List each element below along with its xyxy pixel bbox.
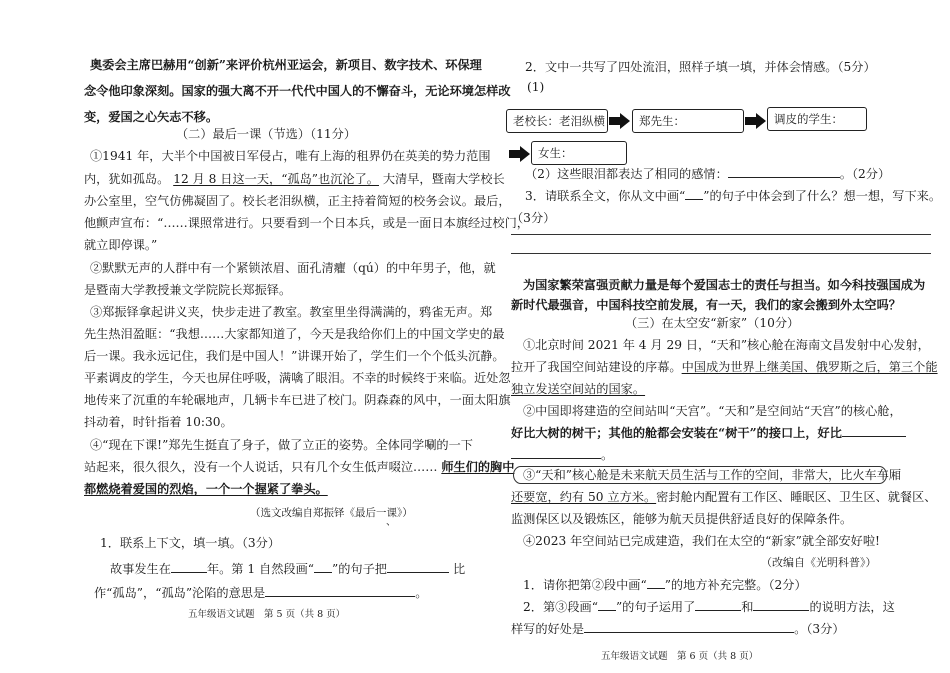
underlined-sentence-gudao: 12 月 8 日这一天，“孤岛”也沉沦了。 [173,172,379,186]
q1-text-d: 比 [452,562,466,576]
q1-fill-line-1 [110,556,465,582]
q2-blank-feeling[interactable] [728,165,840,178]
p1-line-4: 他颤声宣布：“……课照常进行。只要看到一个日本兵，或是一面日本旗经过校门， [84,216,529,230]
p1-line-5: 就立即停课。” [84,238,158,252]
rq2-text-c: 和 [741,600,754,614]
q1-text-e: 作“孤岛”，“孤岛”沦陷的意思是 [94,586,266,600]
answer-line-2[interactable] [511,253,931,254]
r3-line-2-tail: 密封舱内配置有工作区、睡眠区、卫生区、就餐区、 [656,490,937,504]
r1-line-1: ①北京时间 2021 年 4 月 29 日，“天和”核心舱在海南文昌发射中心发射， [523,338,930,352]
r2-blank-continue[interactable] [511,446,601,459]
rq1-mark [647,576,665,589]
rq2-mark [598,598,616,611]
p3-line-2: 先生热泪盈眶：“我想……大家都知道了，今天是我给你们上的中国文学史的最 [84,327,505,341]
p3-line-6: 抖动着，时针指着 10:30。 [84,415,233,429]
q1-blank-year[interactable] [171,560,207,573]
q2-sub-1: (1) [527,80,545,94]
section-title-2: （二）最后一课（节选）（11分） [176,127,357,141]
source-citation-left: （选文改编自郑振铎《最后一课》） [250,507,413,519]
rq1-text-a: 1．请你把第②段中画“ [523,578,647,592]
rq2-text-b: ”的句子运用了 [615,600,696,614]
intro-line-2: 念令他印象深刻。国家的强大离不开一代代中国人的不懈奋斗，无论环境怎样改 [84,84,511,98]
q2-sub-2-score: 。（2分） [839,167,891,181]
q1-text-b: 年。第 1 自然段画“ [206,562,314,576]
footer-left: 五年级语文试题 第 5 页（共 8 页） [188,609,346,620]
p2-line-1: ②默默无声的人群中有一个紧锁浓眉、面孔清癯（qú）的中年男子，他，就 [90,261,496,275]
p4-line-2-text: 站起来，很久很久，没有一个人说话，只有几个女生低声啜泣…… [84,460,438,474]
p3-line-3: 后一课。我永远记住，我们是中国人！”讲课开始了，学生们一个个低头沉静。 [84,349,505,363]
r2-line-2-text: 好比大树的树干；其他的舱都会安装在“树干”的接口上，好比 [511,426,842,440]
r1-line-2-text: 拉开了我国空间站建设的序幕。 [511,360,682,374]
q1-blank-meaning[interactable] [265,584,415,597]
q1-blank-object[interactable] [387,560,449,573]
r3-line-1: ③“天和”核心舱是未来航天员生活与工作的空间，非常大，比火车车厢 [523,468,902,482]
question-3 [525,183,941,209]
q3-score: （3分） [511,211,556,225]
r2-line-1: ②中国即将建造的空间站叫“天宫”。“天和”是空间站“天宫”的核心舱， [523,404,902,418]
q1-text-f: 。 [415,586,428,600]
q1-fill-line-2 [94,580,427,606]
underlined-sentence-third: 中国成为世界上继美国、俄罗斯之后，第三个能 [681,360,938,374]
p3-line-1: ③郑振铎拿起讲义夹，快步走进了教室。教室里坐得满满的，鸦雀无声。郑 [90,305,493,319]
p2-line-2: 是暨南大学教授兼文学院院长郑振铎。 [84,283,292,297]
box-mr-zheng-label: 郑先生： [639,114,685,128]
box-girl-students-label: 女生： [538,146,573,160]
r2-line-3-end: 。 [601,448,614,462]
q2-sub-2-text: （2）这些眼泪都表达了相同的感情： [525,167,728,181]
box-mr-zheng[interactable] [632,109,744,133]
p3-line-4: 平素调皮的学生，今天也屏住呼吸，满噙了眼泪。不幸的时候终于来临。近处忽 [84,371,511,385]
q3-text-b: ”的句子中体会到了什么？想一想，写下来。 [703,189,942,203]
p1-line-3: 办公室里，空气仿佛凝固了。校长老泪纵横，正主持着简短的校务会议。最后， [84,194,511,208]
intro2-line-2: 新时代最强音，中国科技空前发展，有一天，我们的家会搬到外太空吗？ [511,298,901,312]
q1-text-c: ”的句子把 [331,562,387,576]
r1-line-3: 独立发送空间站的国家。 [511,382,646,396]
intro-line-1: 奥委会主席巴赫用“创新”来评价杭州亚运会，新项目、数字技术、环保理 [90,58,482,72]
stray-mark: 、 [386,517,396,528]
rq2-line-2 [511,616,845,642]
page-6 [475,0,950,673]
box-naughty-students[interactable] [767,107,867,131]
p1-line-1: ①1941 年，大半个中国被日军侵占，唯有上海的租界仍在英美的势力范围 [90,149,491,163]
rq2-text-d: 的说明方法，这 [809,600,895,614]
rq2-blank-method-2[interactable] [753,598,809,611]
r3-line-3: 监测保区以及锻炼区，能够为航天员提供舒适良好的保障条件。 [511,512,853,526]
rq2-score: 。（3分） [794,622,845,636]
arrow-right-icon [745,113,767,129]
r4-line: ④2023 年空间站已完成建造，我们在太空的“新家”就全部安好啦! [523,534,880,548]
footer-right: 五年级语文试题 第 6 页（共 8 页） [601,651,759,662]
rq2-line-2-text: 样写的好处是 [511,622,585,636]
r2-blank-liken[interactable] [842,424,906,437]
source-citation-right: （改编自《光明科普》） [761,556,877,569]
answer-line-1[interactable] [511,234,931,235]
intro2-line-1: 为国家繁荣富强贡献力量是每个爱国志士的责任与担当。如今科技强国成为 [523,278,926,292]
p4-line-3: 都燃烧着爱国的烈焰，一个一个握紧了拳头。 [84,482,328,496]
q1-text-a: 故事发生在 [110,562,171,576]
underlined-sentence-cabin: 还要宽，约有 50 立方米。 [511,490,657,504]
question-2: 2．文中一共写了四处流泪，照样子填一填，并体会情感。（5分） [525,60,876,74]
box-old-principal [506,109,608,133]
rq2-blank-benefit[interactable] [584,620,794,633]
p3-line-5: 地传来了沉重的车轮碾地声，几辆卡车已进了校门。阴森森的风中，一面太阳旗 [84,393,511,407]
box-naughty-students-label: 调皮的学生： [774,112,843,126]
arrow-right-icon [609,113,631,129]
q1-blank-mark [314,560,332,573]
underlined-sentence-flame: 师生们的胸中 [441,460,515,474]
rq2-text-a: 2．第③段画“ [523,600,598,614]
rq1-text-b: ”的地方补充完整。（2分） [664,578,807,592]
box-old-principal-label: 老校长：老泪纵横 [513,114,605,128]
p1-line-2-tail: 大清早，暨南大学校长 [382,172,505,186]
question-1: 1．联系上下文，填一填。（3分） [100,536,281,550]
p1-line-2-text: 内，犹如孤岛。 [84,172,170,186]
q3-mark [685,187,703,200]
q3-text-a: 3．请联系全文，你从文中画“ [525,189,686,203]
arrow-right-icon [509,146,531,162]
p4-line-1: ④“现在下课!”郑先生挺直了身子，做了立正的姿势。全体同学唰的一下 [90,438,473,452]
intro-line-3: 变，爱国之心矢志不移。 [84,110,219,124]
rq2-blank-method-1[interactable] [695,598,741,611]
section-title-3: （三）在太空安“新家”（10分） [625,316,800,330]
